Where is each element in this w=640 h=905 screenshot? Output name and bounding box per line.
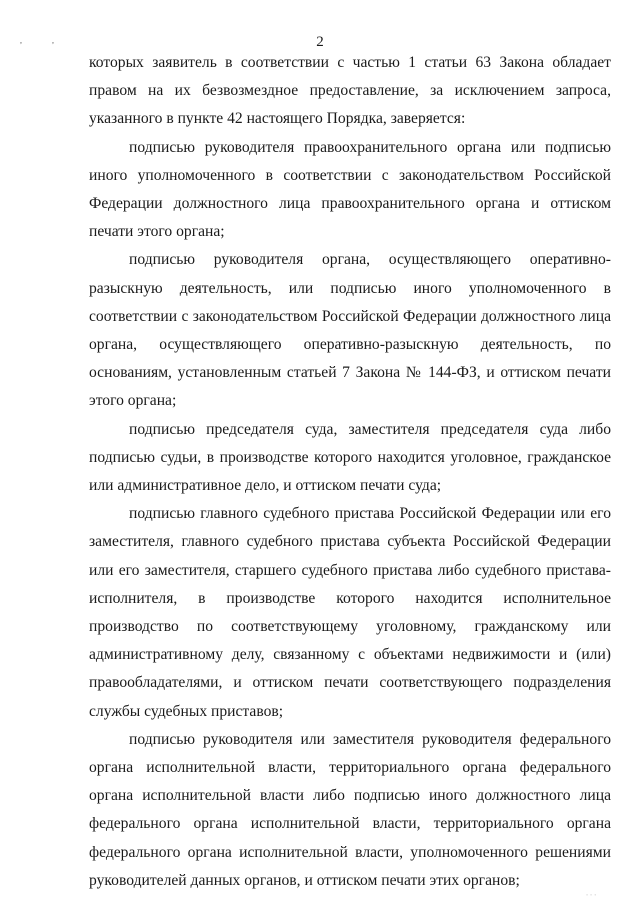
scan-speck: , <box>52 36 54 45</box>
paragraph-federal-executive-signature: подписью руководителя или заместителя руководителя федерального органа исполнительной власти, территориального органа федерального органа исполнительной власти либо подписью иного должностного лица федерального органа исполнительной власти, территориального органа федерального органа исполнительной власти, уполномоченного решениями руководителей данных органов, и оттиском печати этих органов; <box>89 730 611 889</box>
scan-artifact: ⋅⋅⋅ <box>586 893 599 899</box>
paragraph-request-certification: которых заявитель в соответствии с частью 1 статьи 63 Закона обладает правом на их безвозмездное предоставление, за исключением запроса, указанного в пункте 42 настоящего Порядка, заверяется: <box>89 54 611 128</box>
paragraph-operational-search-signature: подписью руководителя органа, осуществляющего оперативно-разыскную деятельность, или подписью иного уполномоченного в соответствии с законодательством Российской Федерации должностного лица органа, осуществляющего оперативно-разыскную деятельность, по основаниям, установленным статьей 7 Закона № 144-ФЗ, и оттиском печати этого органа; <box>89 251 611 410</box>
page-number: 2 <box>316 34 324 50</box>
paragraph-bailiff-signature: подписью главного судебного пристава Российской Федерации или его заместителя, главного судебного пристава субъекта Российской Федерации или его заместителя, старшего судебного пристава либо судебного пристава-исполнителя, в производстве которого находится исполнительное производство по соответствующему уголовному, гражданскому или административному делу, связанному с объектами недвижимости и (или) правообладателями, и оттиском печати соответствующего подразделения службы судебных приставов; <box>89 505 611 720</box>
scan-speck: , <box>20 36 22 45</box>
paragraph-law-enforcement-signature: подписью руководителя правоохранительного органа или подписью иного уполномоченного в соответствии с законодательством Российской Федерации должностного лица правоохранительного органа и оттиском печати этого органа; <box>89 138 611 241</box>
document-body <box>89 49 611 895</box>
paragraph-court-signature: подписью председателя суда, заместителя председателя суда либо подписью судьи, в производстве которого находится уголовное, гражданское или административное дело, и оттиском печати суда; <box>89 420 611 495</box>
